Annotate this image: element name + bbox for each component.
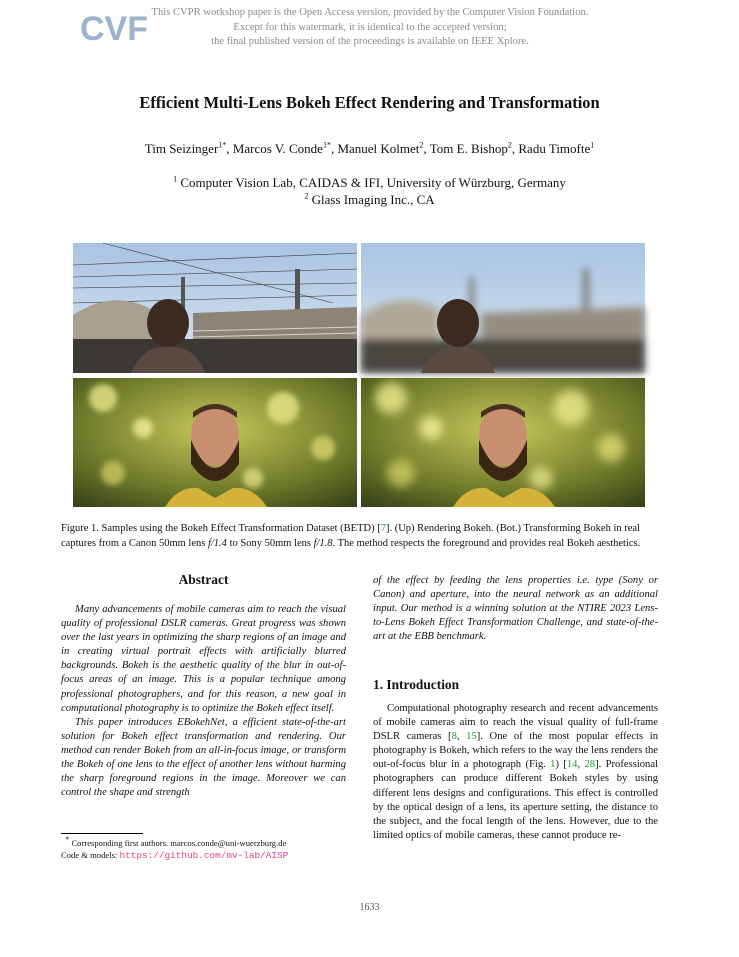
cvf-logo-text: CVF xyxy=(80,10,148,48)
author-name: Manuel Kolmet xyxy=(337,141,420,156)
author-sup: 1* xyxy=(218,140,227,150)
citation-link[interactable]: 28 xyxy=(584,759,596,771)
introduction-paragraph: Computational photography research and recent advancements of mobile cameras aim to reach the visual quality of full-frame DSLR cameras [8, 15]. One of the most popular effects in photography is Bokeh, which refers to the way the lens renders the out-of-focus blur in a photograph (Fig. 1) [14, 28]. Professional photographers can produce different Bokeh styles by using different lens designs and configurations. This effect is controlled by the optical design of a lens, its aperture setting, the distance to the subject, and the focal length of the lens. However, due to the limited optics of mobile cameras, these cannot produce re- xyxy=(373,703,659,841)
footnote-line-1: * Corresponding first authors. marcos.conde@uni-wuerzburg.de xyxy=(65,835,287,848)
footnote xyxy=(61,837,351,862)
abstract-paragraph-1: Many advancements of mobile cameras aim to reach the visual quality of professional DSLR cameras. Great progress was shown over the last years in optimizing the sharp regions of an image and in creating virtual portrait effects with artificially blurred backgrounds. Bokeh is the aesthetic quality of the blur in out-of-focus areas of an image. This is a popular technique among professional photographers, and for this reason, a new goal in computational photography is to optimize the Bokeh effect itself. xyxy=(61,604,346,714)
author-name: Tim Seizinger xyxy=(144,141,219,156)
affiliation-2: $^2$ Glass Imaging Inc., CA xyxy=(304,191,435,207)
code-url-link[interactable]: https://github.com/mv-lab/AISP xyxy=(119,850,289,861)
author-list: Tim Seizinger$^{1*}$, Marcos V. Conde$^{1*}$, Manuel Kolmet$^2$, Tom E. Bishop$^2$, Radu Timofte$^1$ xyxy=(144,140,595,156)
figure-panel-bottom-left xyxy=(73,378,357,507)
affiliation-1: $^1$ Computer Vision Lab, CAIDAS & IFI, University of Würzburg, Germany xyxy=(173,174,566,190)
abstract-paragraph-2-cont: of the effect by feeding the lens properties i.e. type (Sony or Canon) and aperture, into the neural network as an additional input. Our method is a winning solution at the NTIRE 2023 Lens-to-Lens Bokeh Effect Transformation Challenge, and state-of-the-art at the EBB benchmark. xyxy=(373,575,658,643)
watermark-line-3: the final published version of the proceedings is available on IEEE Xplore. xyxy=(211,36,529,48)
author-name: Radu Timofte xyxy=(518,141,591,156)
citation-link[interactable]: 15 xyxy=(466,731,477,743)
citation-link[interactable]: 8 xyxy=(451,731,457,743)
page-number: 1633 xyxy=(359,902,380,913)
footnote-rule xyxy=(61,833,143,834)
figure-panel-bottom-right xyxy=(361,378,645,507)
author-sup: 2 xyxy=(507,140,512,150)
author-sup: 2 xyxy=(419,140,424,150)
author-sup: 1* xyxy=(322,140,331,150)
citation-link[interactable]: 14 xyxy=(566,759,578,771)
citation-link[interactable]: 7 xyxy=(380,523,386,534)
figure-caption: Figure 1. Samples using the Bokeh Effect Transformation Dataset (BETD) [7]. (Up) Rendering Bokeh. (Bot.) Transforming Bokeh in real captures from a Canon 50mm lens f/1.4 to Sony 50mm lens f/1.8. The method respects the foreground and provides real Bokeh aesthetics. xyxy=(61,523,641,549)
abstract-heading: Abstract xyxy=(178,572,229,587)
introduction-body xyxy=(373,702,658,843)
author-sup: 1 xyxy=(590,140,595,150)
watermark-line-2: Except for this watermark, it is identical to the accepted version; xyxy=(233,21,507,33)
watermark-line-1: This CVPR workshop paper is the Open Access version, provided by the Computer Vision Foundation. xyxy=(151,7,589,18)
affiliations xyxy=(0,174,739,208)
open-access-watermark xyxy=(120,6,620,50)
figure-panel-top-left xyxy=(73,243,357,373)
abstract-body xyxy=(61,603,346,800)
paper-title: Efficient Multi-Lens Bokeh Effect Rendering and Transformation xyxy=(139,93,600,112)
author-name: Marcos V. Conde xyxy=(232,141,323,156)
abstract-continuation xyxy=(373,574,658,644)
figure-panel-top-right xyxy=(361,243,645,373)
author-name: Tom E. Bishop xyxy=(429,141,508,156)
abstract-paragraph-2: This paper introduces EBokehNet, a efficient state-of-the-art solution for Bokeh effect transformation and rendering. Our method can render Bokeh from an all-in-focus image, or transform the Bokeh of one lens to the effect of another lens without harming the sharp foreground regions in the image. Moreover we can control the shape and strength xyxy=(61,716,346,799)
footnote-line-2: Code & models: https://github.com/mv-lab/AISP xyxy=(61,850,289,861)
figure-link[interactable]: 1 xyxy=(550,759,556,771)
introduction-heading: 1. Introduction xyxy=(373,677,460,692)
